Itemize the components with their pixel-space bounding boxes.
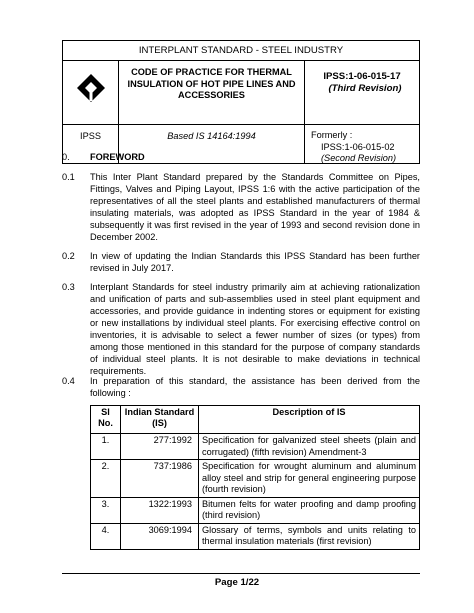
section-number: 0.3: [62, 282, 75, 292]
footer-divider: [62, 573, 420, 574]
formerly-label: Formerly :: [311, 130, 353, 140]
formerly-code: IPSS:1-06-015-02: [321, 141, 395, 152]
section-0-3: [62, 282, 420, 378]
based-on: Based IS 14164:1994: [119, 125, 305, 163]
table-header-row: [91, 406, 420, 434]
cell-description: Specification for wrought aluminum and aluminum alloy steel and strip for general engineering purpose (fourth revision): [199, 460, 420, 498]
section-text: In view of updating the Indian Standards this IPSS Standard has been further revised in July 2017.: [90, 251, 420, 273]
cell-description: Bitumen felts for water proofing and damp proofing (third revision): [199, 497, 420, 523]
document-code: [305, 61, 419, 124]
cell-standard: 1322:1993: [121, 497, 199, 523]
cell-sl: 4.: [91, 523, 121, 549]
section-heading: FOREWORD: [90, 152, 145, 162]
cell-sl: 3.: [91, 497, 121, 523]
table-row: [91, 523, 420, 549]
cell-sl: 2.: [91, 460, 121, 498]
cell-standard: 3069:1994: [121, 523, 199, 549]
document-code-number: IPSS:1-06-015-17: [323, 71, 401, 82]
col-header-sl: Sl No.: [91, 406, 121, 434]
cell-description: Glossary of terms, symbols and units relating to thermal insulation materials (first revision): [199, 523, 420, 549]
reference-table: [90, 405, 420, 550]
table-row: [91, 434, 420, 460]
section-text: Interplant Standards for steel industry primarily aim at achieving rationalization and unification of parts and sub-assemblies used in steel plant equipment and accessories, and provide guidance in indenting stores or equipment for existing or new installations by individual steel plants. For exercising effective control on inventories, it is advisable to select a fewer number of sizes (or types) from among those mentioned in this standard for the purpose of company standards of individual steel plants. It is not desirable to make deviations in technical requirements.: [90, 282, 420, 376]
formerly-revision: (Second Revision): [321, 153, 397, 163]
page-number: Page 1/22: [214, 577, 260, 588]
cell-standard: 277:1992: [121, 434, 199, 460]
ipss-logo: [63, 61, 119, 124]
col-header-standard: Indian Standard (IS): [121, 406, 199, 434]
section-0-1: [62, 172, 420, 244]
section-0-4: [62, 376, 420, 400]
section-text: In preparation of this standard, the assistance has been derived from the following :: [90, 376, 420, 398]
section-number: 0.1: [62, 172, 75, 182]
document-header: [62, 40, 420, 164]
cell-description: Specification for galvanized steel sheets (plain and corrugated) (fifth revision) Amendment-3: [199, 434, 420, 460]
col-header-description: Description of IS: [199, 406, 420, 434]
table-row: [91, 497, 420, 523]
ipss-logo-icon: [76, 73, 106, 103]
section-0-2: [62, 251, 420, 275]
document-revision: (Third Revision): [328, 83, 402, 94]
section-text: This Inter Plant Standard prepared by the Standards Committee on Pipes, Fittings, Valves and Piping Layout, IPSS 1:6 with the active participation of the representatives of all the steel plants and established manufacturers of thermal insulating materials, was adopted as IPSS Standard in the year of 1984 & subsequently it was first revised in the year of 1993 and second revision done in December 2002.: [90, 172, 420, 242]
section-number: 0.4: [62, 376, 75, 386]
table-row: [91, 460, 420, 498]
header-org: INTERPLANT STANDARD - STEEL INDUSTRY: [63, 41, 419, 61]
section-foreword: [62, 152, 420, 164]
document-title: CODE OF PRACTICE FOR THERMAL INSULATION OF HOT PIPE LINES AND ACCESSORIES: [119, 61, 305, 124]
section-number: 0.2: [62, 251, 75, 261]
cell-standard: 737:1986: [121, 460, 199, 498]
logo-label: IPSS: [63, 125, 119, 163]
cell-sl: 1.: [91, 434, 121, 460]
section-number: 0.: [62, 152, 70, 162]
